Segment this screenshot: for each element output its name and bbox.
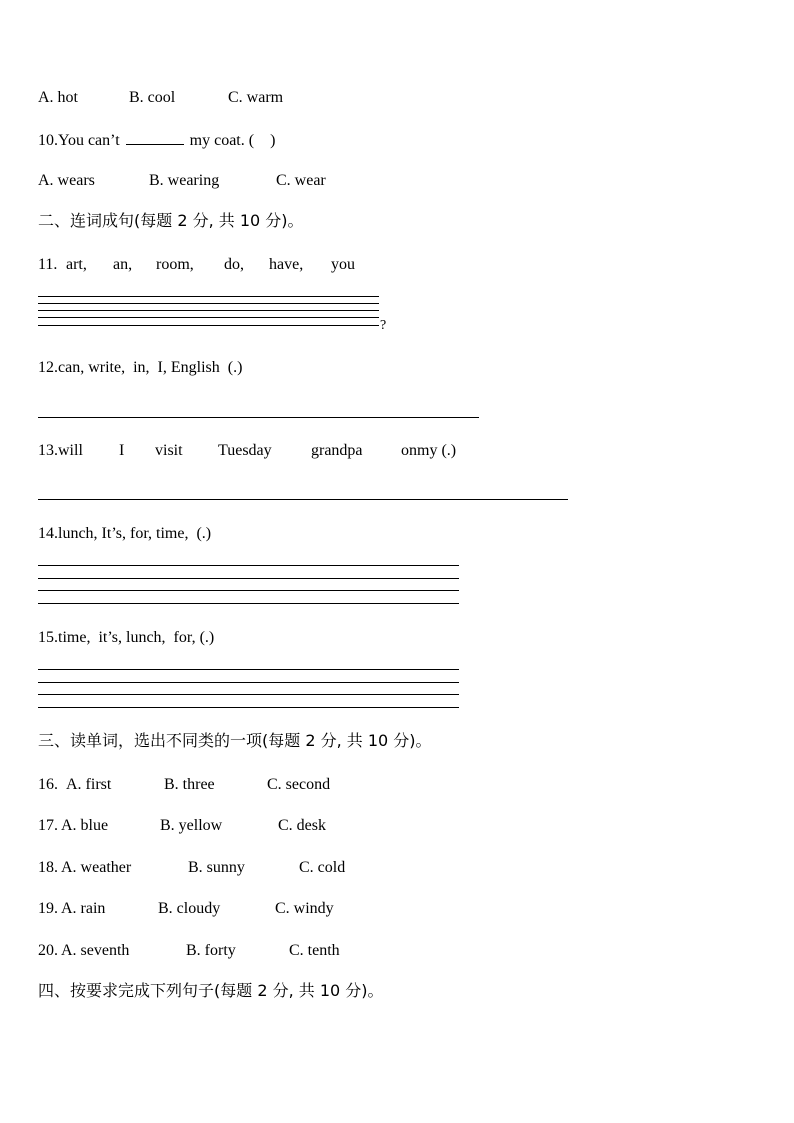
- q19-option-b: B. cloudy: [158, 900, 221, 917]
- q13-number: 13.will: [38, 442, 83, 459]
- q11-answer-line-2[interactable]: [38, 303, 379, 304]
- q9-option-b: B. cool: [129, 89, 176, 106]
- q14-stem: 14.lunch, It’s, for, time, (.): [38, 525, 212, 542]
- q10-option-b: B. wearing: [149, 172, 220, 189]
- q15-answer-line-4[interactable]: [38, 707, 459, 708]
- q11-answer-line-4[interactable]: [38, 317, 379, 318]
- q11-answer-line-3[interactable]: [38, 310, 379, 311]
- q17-option-b: B. yellow: [160, 817, 223, 834]
- q14-answer-line-4[interactable]: [38, 603, 459, 604]
- q9-option-a: A. hot: [38, 89, 78, 106]
- q20-option-a: A. seventh: [61, 942, 130, 959]
- q16-number: 16.: [38, 776, 62, 793]
- q13-word-4: grandpa: [311, 442, 363, 459]
- q20-number: 20.: [38, 942, 58, 959]
- q16-option-b: B. three: [164, 776, 215, 793]
- q11-word-2: an,: [113, 256, 133, 273]
- q10-stem: [38, 130, 275, 151]
- q10-blank: [126, 130, 184, 145]
- q10-option-a: A. wears: [38, 172, 95, 189]
- q11-word-1: art,: [66, 256, 87, 273]
- q15-answer-line-3[interactable]: [38, 694, 459, 695]
- q17-number: 17.: [38, 817, 58, 834]
- q11-word-6: you: [331, 256, 355, 273]
- q16-option-c: C. second: [267, 776, 331, 793]
- q16-option-a: A. first: [66, 776, 112, 793]
- q11-number: 11.: [38, 256, 58, 273]
- q9-options: [38, 88, 338, 168]
- q20-option-b: B. forty: [186, 942, 236, 959]
- q15-answer-line-1[interactable]: [38, 669, 459, 670]
- q11-word-3: room,: [156, 256, 194, 273]
- q14-answer-line-2[interactable]: [38, 578, 459, 579]
- q10-suffix: my coat. ( ): [185, 132, 276, 149]
- q13-word-1: I: [119, 442, 125, 459]
- q18-number: 18.: [38, 859, 58, 876]
- section3-heading: 三、读单词，选出不同类的一项(每题 2 分, 共 10 分)。: [38, 731, 432, 750]
- q11-question-mark: ?: [380, 318, 387, 333]
- section2-heading: 二、连词成句(每题 2 分, 共 10 分)。: [38, 211, 304, 230]
- q11-word-4: do,: [224, 256, 244, 273]
- q10-option-c: C. wear: [276, 172, 326, 189]
- q17-option-c: C. desk: [278, 817, 326, 834]
- q18-option-b: B. sunny: [188, 859, 245, 876]
- q14-answer-line-1[interactable]: [38, 565, 459, 566]
- q11-word-5: have,: [269, 256, 304, 273]
- q9-option-c: C. warm: [228, 89, 284, 106]
- q13-word-2: visit: [155, 442, 183, 459]
- q12-stem: 12.can, write, in, I, English (.): [38, 359, 243, 376]
- q18-option-a: A. weather: [61, 859, 132, 876]
- q10-prefix: 10.You can’t: [38, 132, 124, 149]
- q19-option-c: C. windy: [275, 900, 334, 917]
- q17-option-a: A. blue: [61, 817, 109, 834]
- q13-stem: [38, 441, 478, 581]
- q13-answer-line[interactable]: [38, 499, 568, 500]
- q11-answer-line-1[interactable]: [38, 296, 379, 297]
- section4-heading: 四、按要求完成下列句子(每题 2 分, 共 10 分)。: [38, 981, 384, 1000]
- q19-option-a: A. rain: [61, 900, 106, 917]
- q15-stem: 15.time, it’s, lunch, for, (.): [38, 629, 215, 646]
- q18-option-c: C. cold: [299, 859, 346, 876]
- q11-answer-line-5[interactable]: [38, 325, 379, 326]
- q20-option-c: C. tenth: [289, 942, 340, 959]
- q14-answer-line-3[interactable]: [38, 590, 459, 591]
- q15-answer-line-2[interactable]: [38, 682, 459, 683]
- q19-number: 19.: [38, 900, 58, 917]
- q13-word-3: Tuesday: [218, 442, 272, 459]
- q11-stem: [38, 255, 378, 415]
- q12-answer-line[interactable]: [38, 417, 479, 418]
- q13-word-5: onmy (.): [401, 442, 457, 459]
